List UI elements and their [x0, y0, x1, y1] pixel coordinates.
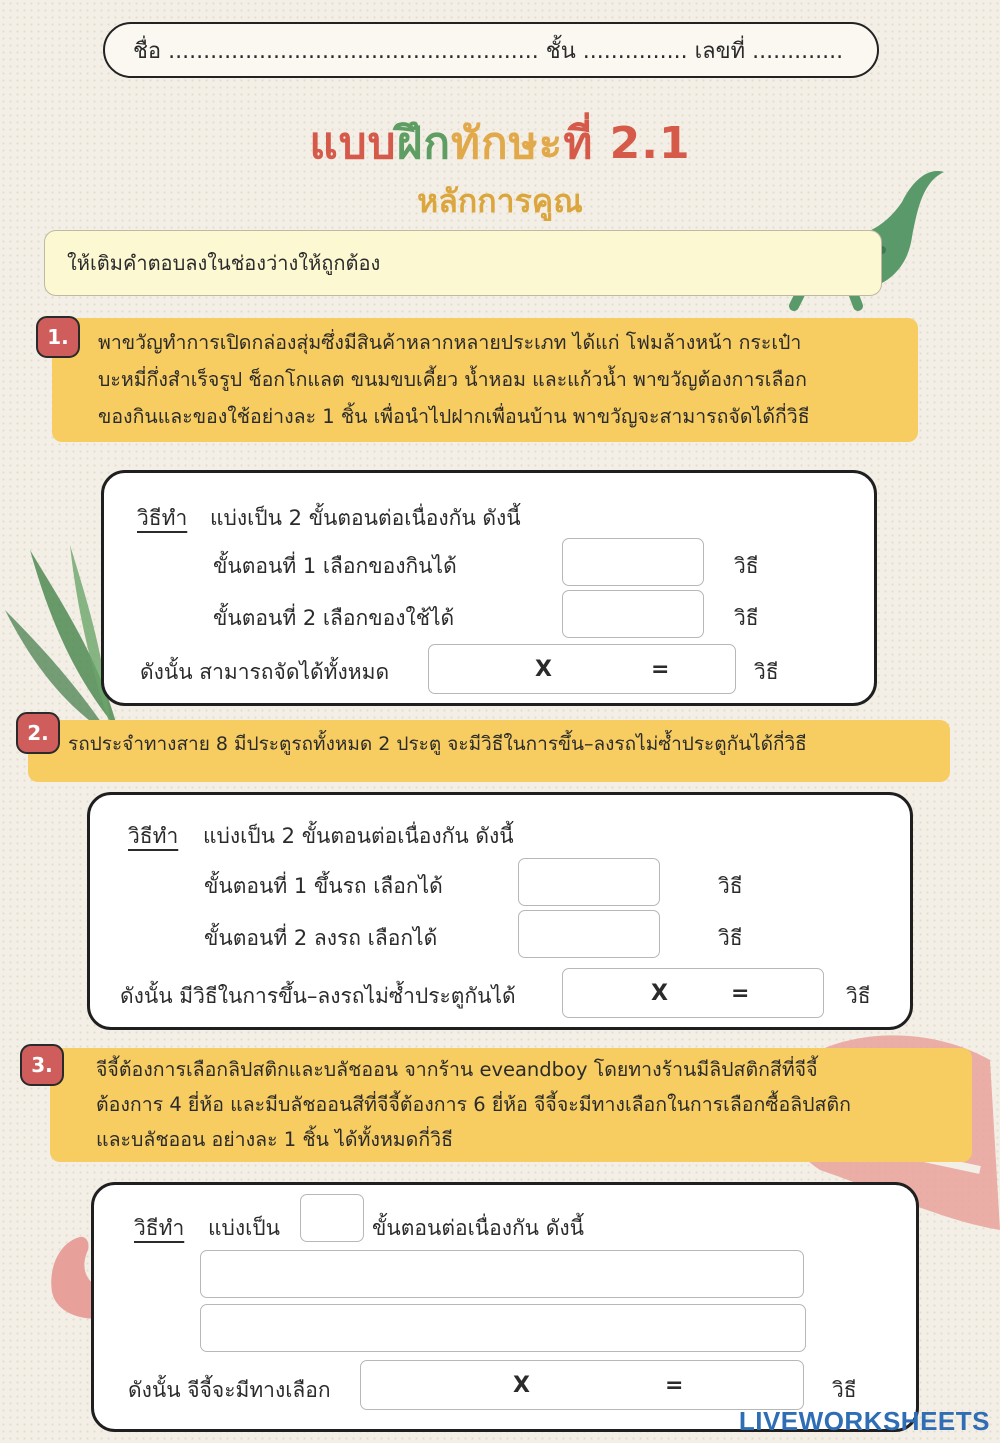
- q2-step-2-unit: วิธี: [718, 926, 743, 950]
- question-1-number-badge: 1.: [36, 316, 80, 358]
- q2-intro-text: แบ่งเป็น 2 ขั้นตอนต่อเนื่องกัน ดังนี้: [203, 824, 514, 848]
- q2-conclusion-unit: วิธี: [846, 984, 871, 1008]
- question-3-line: ต้องการ 4 ยี่ห้อ และมีบลัชออนสีที่จีจี้ต้องการ 6 ยี่ห้อ จีจี้จะมีทางเลือกในการเลือกซื้อลิปสติก: [96, 1093, 851, 1116]
- question-2-number-badge: 2.: [16, 712, 60, 754]
- q3-conclusion-text: ดังนั้น จีจี้จะมีทางเลือก: [128, 1378, 331, 1402]
- question-1-line: ของกินและของใช้อย่างละ 1 ชิ้น เพื่อนำไปฝากเพื่อนบ้าน พาขวัญจะสามารถจัดได้กี่วิธี: [98, 405, 810, 428]
- q2-equals-symbol: =: [731, 980, 750, 1006]
- q1-step-1-unit: วิธี: [734, 554, 759, 578]
- question-3-text-box: [50, 1048, 972, 1162]
- q2-times-symbol: X: [651, 980, 668, 1006]
- q2-step-1-answer-input[interactable]: [518, 858, 660, 906]
- page-title: [0, 108, 1000, 178]
- q3-conclusion-unit: วิธี: [832, 1378, 857, 1402]
- q1-conclusion-answer-input[interactable]: [428, 644, 736, 694]
- q1-step-2-unit: วิธี: [734, 606, 759, 630]
- title-part-1: แบบ: [309, 118, 397, 169]
- q2-conclusion-answer-input[interactable]: [562, 968, 824, 1018]
- q1-times-symbol: X: [535, 656, 552, 682]
- instruction-text: ให้เติมคำตอบลงในช่องว่างให้ถูกต้อง: [67, 251, 381, 275]
- title-part-4: ที่ 2.1: [563, 118, 691, 169]
- question-3-line: และบลัชออน อย่างละ 1 ชิ้น ได้ทั้งหมดกี่วิธี: [96, 1128, 453, 1151]
- question-2-line: รถประจำทางสาย 8 มีประตูรถทั้งหมด 2 ประตู จะมีวิธีในการขึ้น–ลงรถไม่ซ้ำประตูกันได้กี่วิธี: [68, 733, 807, 755]
- q1-step-2-text: ขั้นตอนที่ 2 เลือกของใช้ได้: [213, 606, 455, 630]
- title-part-3: ทักษะ: [451, 118, 564, 169]
- question-1-line: บะหมี่กึ่งสำเร็จรูป ช็อกโกแลต ขนมขบเคี้ยว น้ำหอม และแก้วน้ำ พาขวัญต้องการเลือก: [98, 368, 807, 391]
- q3-step-count-input[interactable]: [300, 1194, 364, 1242]
- student-info-header: [103, 22, 879, 78]
- class-field-label[interactable]: ชั้น ...............: [545, 38, 695, 64]
- q2-step-2-answer-input[interactable]: [518, 910, 660, 958]
- question-3-line: จีจี้ต้องการเลือกลิปสติกและบลัชออน จากร้าน eveandboy โดยทางร้านมีลิปสติกสีที่จีจี้: [96, 1058, 818, 1081]
- q3-method-label: วิธีทำ: [134, 1216, 185, 1240]
- brand-text: LIVEWORKSHEETS: [738, 1406, 990, 1436]
- title-part-2: ฝึก: [396, 118, 452, 169]
- page-subtitle: หลักการคูณ: [417, 182, 583, 220]
- q1-step-1-answer-input[interactable]: [562, 538, 704, 586]
- q3-intro-suffix: ขั้นตอนต่อเนื่องกัน ดังนี้: [372, 1216, 584, 1240]
- q2-step-2-text: ขั้นตอนที่ 2 ลงรถ เลือกได้: [204, 926, 438, 950]
- q3-step-2-answer-input[interactable]: [200, 1304, 806, 1352]
- question-2-text-box: [28, 720, 950, 782]
- q2-method-label: วิธีทำ: [128, 824, 179, 848]
- q2-step-1-text: ขั้นตอนที่ 1 ขึ้นรถ เลือกได้: [204, 874, 443, 898]
- q1-step-1-text: ขั้นตอนที่ 1 เลือกของกินได้: [213, 554, 457, 578]
- q1-method-label: วิธีทำ: [137, 506, 188, 530]
- q3-conclusion-answer-input[interactable]: [360, 1360, 804, 1410]
- q1-equals-symbol: =: [651, 656, 670, 682]
- question-3-number-badge: 3.: [20, 1044, 64, 1086]
- q3-step-1-answer-input[interactable]: [200, 1250, 804, 1298]
- q3-equals-symbol: =: [665, 1372, 684, 1398]
- liveworksheets-logo: [739, 1406, 990, 1437]
- q2-step-1-unit: วิธี: [718, 874, 743, 898]
- question-1-text-box: [52, 318, 918, 442]
- q1-conclusion-unit: วิธี: [754, 660, 779, 684]
- question-1-line: พาขวัญทำการเปิดกล่องสุ่มซึ่งมีสินค้าหลากหลายประเภท ได้แก่ โฟมล้างหน้า กระเป๋า: [98, 331, 802, 354]
- q1-step-2-answer-input[interactable]: [562, 590, 704, 638]
- number-field-label[interactable]: เลขที่ .............: [694, 38, 844, 64]
- q3-intro-prefix: แบ่งเป็น: [208, 1216, 280, 1240]
- q1-intro-text: แบ่งเป็น 2 ขั้นตอนต่อเนื่องกัน ดังนี้: [210, 506, 521, 530]
- q2-conclusion-text: ดังนั้น มีวิธีในการขึ้น–ลงรถไม่ซ้ำประตูกันได้: [120, 984, 516, 1008]
- name-field-label[interactable]: ชื่อ .....................................................: [133, 38, 546, 64]
- instruction-box: [44, 230, 882, 296]
- q3-times-symbol: X: [513, 1372, 530, 1398]
- q1-conclusion-text: ดังนั้น สามารถจัดได้ทั้งหมด: [140, 660, 390, 684]
